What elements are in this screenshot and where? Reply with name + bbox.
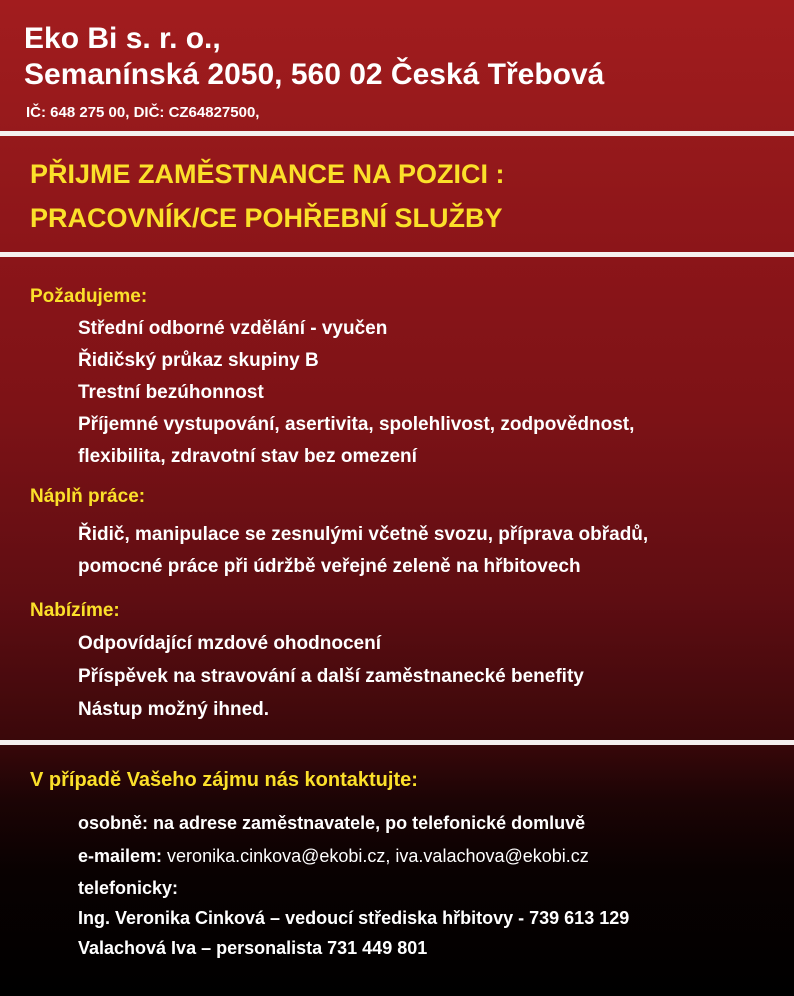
contact-phone-label: telefonicky:: [78, 878, 179, 898]
email-addresses[interactable]: veronika.cinkova@ekobi.cz, iva.valachova@ekobi.cz: [162, 846, 589, 866]
offer-item: Nástup možný ihned.: [78, 699, 270, 720]
contact-email: [78, 845, 589, 867]
contact-heading: V případě Vašeho zájmu nás kontaktujte:: [30, 769, 418, 791]
divider-middle: [0, 252, 794, 257]
contact-in-person: osobně: na adrese zaměstnavatele, po telefonické domluvě: [78, 813, 586, 833]
email-label: e-mailem:: [78, 846, 163, 866]
requirements-heading: Požadujeme:: [30, 286, 148, 307]
divider-top: [0, 131, 794, 136]
contact-phone-2: Valachová Iva – personalista 731 449 801: [78, 938, 428, 958]
headline-line-1: PŘIJME ZAMĚSTNANCE NA POZICI :: [30, 159, 505, 189]
company-ids: IČ: 648 275 00, DIČ: CZ64827500,: [26, 104, 260, 121]
company-name: Eko Bi s. r. o.,: [24, 22, 221, 55]
company-address: Semanínská 2050, 560 02 Česká Třebová: [24, 58, 605, 91]
duties-heading: Náplň práce:: [30, 486, 146, 507]
offer-item: Příspěvek na stravování a další zaměstnanecké benefity: [78, 666, 584, 687]
requirement-item: Střední odborné vzdělání - vyučen: [78, 318, 388, 339]
contact-phone-1: Ing. Veronika Cinková – vedoucí střediska hřbitovy - 739 613 129: [78, 908, 630, 928]
requirement-item: Příjemné vystupování, asertivita, spolehlivost, zodpovědnost,: [78, 414, 635, 435]
offer-heading: Nabízíme:: [30, 600, 120, 621]
divider-bottom: [0, 740, 794, 745]
requirement-item: flexibilita, zdravotní stav bez omezení: [78, 446, 417, 467]
headline-line-2: PRACOVNÍK/CE POHŘEBNÍ SLUŽBY: [30, 203, 503, 233]
requirement-item: Trestní bezúhonnost: [78, 382, 264, 403]
duty-item: pomocné práce při údržbě veřejné zeleně na hřbitovech: [78, 556, 581, 577]
duty-item: Řidič, manipulace se zesnulými včetně svozu, příprava obřadů,: [78, 524, 649, 545]
offer-item: Odpovídající mzdové ohodnocení: [78, 633, 381, 654]
requirement-item: Řidičský průkaz skupiny B: [78, 350, 319, 371]
